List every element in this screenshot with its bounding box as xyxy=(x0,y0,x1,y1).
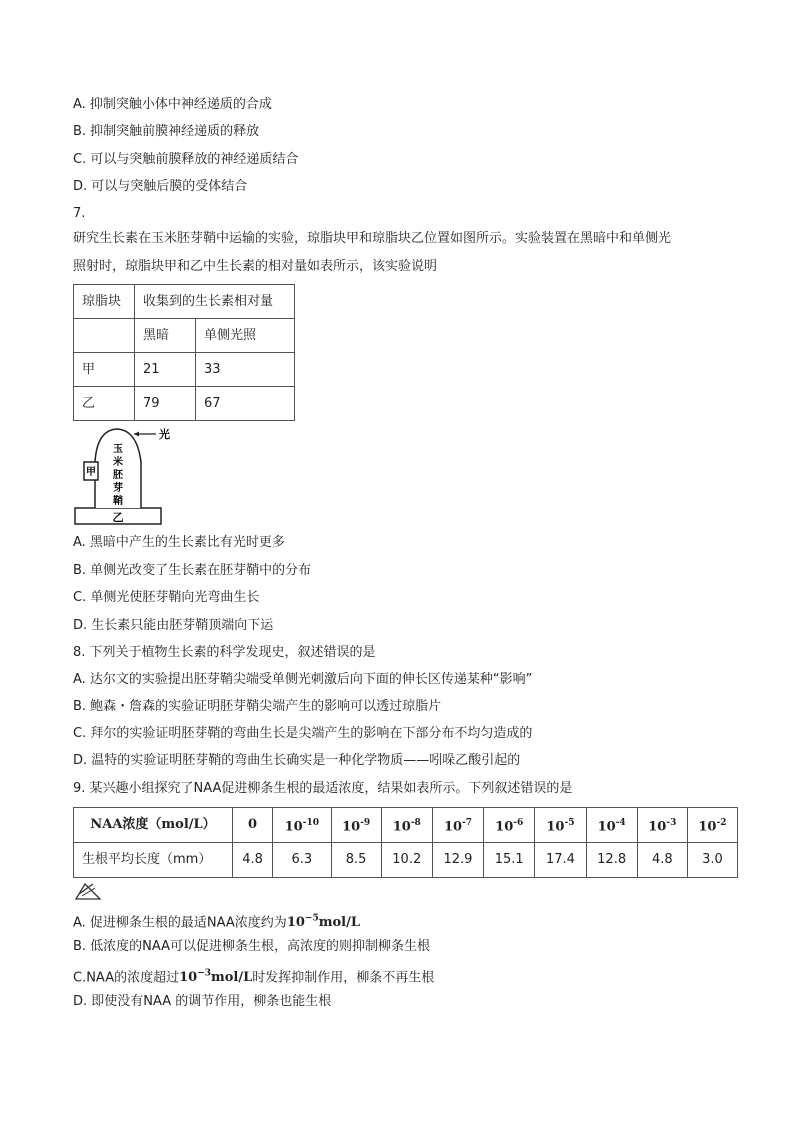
q9-table-header-label: NAA浓度（mol/L） xyxy=(74,808,233,843)
q7-table-dark-cell: 79 xyxy=(135,387,196,421)
math-exponent: −3 xyxy=(197,969,211,979)
math-unit: mol/L xyxy=(211,970,253,986)
q7-bottom-block-label: 乙 xyxy=(112,511,124,524)
q7-light-arrow-head xyxy=(134,432,139,437)
q8-option-a: A. 达尔文的实验提出胚芽鞘尖端受单侧光刺激后向下面的伸长区传递某种“影响” xyxy=(73,672,533,687)
q9-table xyxy=(73,807,738,878)
q8-option-d: D. 温特的实验证明胚芽鞘的弯曲生长确实是一种化学物质——吲哚乙酸引起的 xyxy=(73,753,521,768)
q9-option-a-text: A. 促进柳条生根的最适NAA浓度约为 xyxy=(73,915,287,931)
q7-top-block-label: 甲 xyxy=(86,467,96,478)
concentration-exponent: -4 xyxy=(615,817,626,828)
q7-number: 7. xyxy=(73,206,86,221)
concentration-base: 10 xyxy=(392,819,411,835)
math-unit: mol/L xyxy=(318,915,360,931)
q7-option-a: A. 黑暗中产生的生长素比有光时更多 xyxy=(73,535,285,550)
q9-table-length-cell: 12.9 xyxy=(432,843,483,878)
concentration-exponent: -10 xyxy=(302,817,319,828)
q9-table-length-cell: 17.4 xyxy=(535,843,586,878)
q7-coleoptile-label-char: 玉 xyxy=(113,444,123,455)
q9-table-concentration-cell xyxy=(381,808,432,843)
q7-coleoptile-label-char: 米 xyxy=(113,457,123,468)
concentration-base: 10 xyxy=(443,819,463,835)
q6-option-a: A. 抑制突触小体中神经递质的合成 xyxy=(73,97,272,112)
q9-table-concentration-cell xyxy=(233,808,273,843)
math-exponent: −5 xyxy=(304,914,319,924)
q9-option-a xyxy=(73,910,360,932)
q9-table-concentration-cell xyxy=(484,808,535,843)
concentration-base: 10 xyxy=(546,819,565,835)
concentration-base: 10 xyxy=(597,819,616,835)
concentration-exponent: -5 xyxy=(564,817,575,828)
q7-option-c: C. 单侧光使胚芽鞘向光弯曲生长 xyxy=(73,590,260,605)
q9-table-length-cell: 12.8 xyxy=(586,843,637,878)
concentration-base: 0 xyxy=(248,817,258,832)
q6-option-b: B. 抑制突触前膜神经递质的释放 xyxy=(73,124,260,139)
q9-stem: 9. 某兴趣小组探究了NAA促进柳条生根的最适浓度，结果如表所示。下列叙述错误的是 xyxy=(73,781,573,796)
concentration-base: 10 xyxy=(284,819,303,835)
q9-table-concentration-cell xyxy=(586,808,637,843)
q7-coleoptile-label-char: 鞘 xyxy=(113,496,123,507)
q7-table-sub-dark: 黑暗 xyxy=(135,319,196,353)
q7-coleoptile-figure xyxy=(72,424,182,528)
q7-coleoptile-label-char: 芽 xyxy=(113,483,123,494)
q9-option-c-pre: C.NAA的浓度超过 xyxy=(73,970,180,986)
q7-table-light-cell: 67 xyxy=(196,387,295,421)
math-base: 10 xyxy=(286,915,305,931)
q9-option-c xyxy=(73,965,434,987)
q9-option-a-math xyxy=(287,915,360,930)
concentration-exponent: -6 xyxy=(513,817,524,828)
q9-table-length-cell: 4.8 xyxy=(233,843,273,878)
q9-table-length-cell: 4.8 xyxy=(637,843,687,878)
q9-option-c-math xyxy=(179,970,252,985)
q7-option-b: B. 单侧光改变了生长素在胚芽鞘中的分布 xyxy=(73,563,312,578)
q9-option-b: B. 低浓度的NAA可以促进柳条生根，高浓度的则抑制柳条生根 xyxy=(73,939,431,954)
q7-table-block-cell: 乙 xyxy=(74,387,135,421)
q9-table-length-cell: 3.0 xyxy=(687,843,737,878)
concentration-base: 10 xyxy=(495,819,514,835)
concentration-exponent: -8 xyxy=(410,817,421,828)
q7-coleoptile-label-char: 胚 xyxy=(113,470,123,481)
concentration-exponent: -3 xyxy=(666,817,677,828)
q7-table-header-block: 琼脂块 xyxy=(74,285,135,319)
q9-table-length-cell: 10.2 xyxy=(381,843,432,878)
concentration-base: 10 xyxy=(698,819,717,835)
q9-table-length-cell: 6.3 xyxy=(273,843,332,878)
q7-table-light-cell: 33 xyxy=(196,353,295,387)
q8-option-c: C. 拜尔的实验证明胚芽鞘的弯曲生长是尖端产生的影响在下部分布不均匀造成的 xyxy=(73,726,533,741)
q7-table-empty-cell xyxy=(74,319,135,353)
q7-stem-line2: 照射时，琼脂块甲和乙中生长素的相对量如表所示，该实验说明 xyxy=(73,259,438,274)
q9-table-concentration-cell xyxy=(432,808,483,843)
q7-table-dark-cell: 21 xyxy=(135,353,196,387)
q9-option-d: D. 即使没有NAA 的调节作用，柳条也能生根 xyxy=(73,994,332,1009)
concentration-exponent: -9 xyxy=(360,817,371,828)
image-placeholder-icon xyxy=(73,880,103,902)
concentration-base: 10 xyxy=(648,819,667,835)
q7-option-d: D. 生长素只能由胚芽鞘顶端向下运 xyxy=(73,618,274,633)
q9-table-concentration-cell xyxy=(273,808,332,843)
q9-table-length-cell: 8.5 xyxy=(331,843,381,878)
concentration-exponent: -2 xyxy=(716,817,727,828)
q9-table-concentration-cell xyxy=(535,808,586,843)
q9-option-c-post: 时发挥抑制作用，柳条不再生根 xyxy=(252,970,435,986)
concentration-exponent: -7 xyxy=(462,817,473,828)
q6-option-c: C. 可以与突触前膜释放的神经递质结合 xyxy=(73,152,299,167)
q7-table-block-cell: 甲 xyxy=(74,353,135,387)
q8-option-b: B. 鲍森・詹森的实验证明胚芽鞘尖端产生的影响可以透过琼脂片 xyxy=(73,699,442,714)
concentration-base: 10 xyxy=(342,819,361,835)
q7-table-sub-light: 单侧光照 xyxy=(196,319,295,353)
q9-table-concentration-cell xyxy=(637,808,687,843)
q7-stem-line1: 研究生长素在玉米胚芽鞘中运输的实验，琼脂块甲和琼脂块乙位置如图所示。实验装置在黑暗中和单侧光 xyxy=(73,231,672,246)
q7-table xyxy=(73,284,295,421)
q9-table-concentration-cell xyxy=(331,808,381,843)
q9-table-concentration-cell xyxy=(687,808,737,843)
q6-option-d: D. 可以与突触后膜的受体结合 xyxy=(73,179,248,194)
table-row xyxy=(74,387,295,421)
math-base: 10 xyxy=(179,970,198,986)
q8-stem: 8. 下列关于植物生长素的科学发现史，叙述错误的是 xyxy=(73,645,376,660)
q9-table-length-cell: 15.1 xyxy=(484,843,535,878)
q7-light-label: 光 xyxy=(159,428,170,441)
q9-table-row-label: 生根平均长度（mm） xyxy=(74,843,233,878)
table-row xyxy=(74,353,295,387)
q7-table-header-amount: 收集到的生长素相对量 xyxy=(135,285,295,319)
